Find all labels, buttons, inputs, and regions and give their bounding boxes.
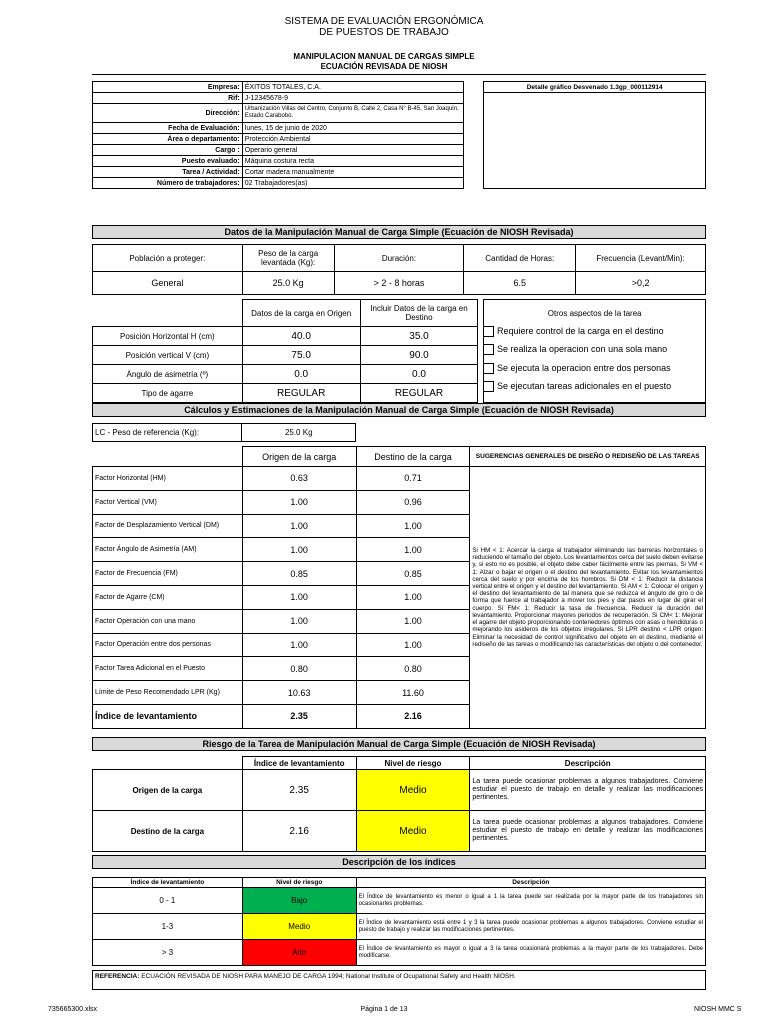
riesgo-descripcion-header: Descripción: [470, 757, 706, 770]
indice-nivel-badge: Alto: [242, 940, 356, 966]
doc-subtitle: [0, 52, 768, 72]
factores-table: [92, 446, 706, 729]
factor-destino-value: 1.00: [356, 514, 470, 538]
riesgo-descripcion: La tarea puede ocasionar problemas a algunos trabajadores. Conviene estudiar el puesto de trabajo en detalle y realizar las modificaciones pertinentes.: [470, 770, 706, 811]
indices-nivel-header: Nivel de riesgo: [242, 878, 356, 888]
indice-rango: 0 - 1: [93, 888, 243, 914]
posicion-origen-value: REGULAR: [242, 384, 360, 403]
info-label: Tarea / Actividad:: [93, 167, 243, 178]
factor-origen-value: 1.00: [242, 514, 356, 538]
indices-table: [92, 877, 706, 966]
subtitle-line-1: MANIPULACION MANUAL DE CARGAS SIMPLE: [293, 52, 475, 61]
info-value: Urbanización Villas del Centro, Conjunto B, Calle 2, Casa N° B-45, San Joaquín, Estado Carabobo.: [242, 104, 464, 123]
factor-label: Factor de Agarre (CM): [93, 585, 243, 609]
lc-label: LC - Peso de referencia (Kg):: [93, 424, 242, 442]
factor-label: Factor Tarea Adicional en el Puesto: [93, 657, 243, 681]
posicion-destino-value: 35.0: [360, 327, 478, 346]
factor-origen-value: 1.00: [242, 609, 356, 633]
indices-rango-header: Índice de levantamiento: [93, 878, 243, 888]
factor-origen-value: 1.00: [242, 490, 356, 514]
factor-destino-value: 1.00: [356, 609, 470, 633]
otros-col-header: Otros aspectos de la tarea: [484, 300, 706, 327]
riesgo-indice-value: 2.35: [242, 770, 356, 811]
indice-origen-value: 2.35: [242, 704, 356, 728]
info-value: lunes, 15 de junio de 2020: [242, 123, 464, 134]
otros-aspecto-label: Se ejecutan tareas adicionales en el puesto: [497, 381, 672, 391]
factor-label: Factor Operación entre dos personas: [93, 633, 243, 657]
footer-right: NIOSH MMC S: [694, 1006, 742, 1013]
riesgo-descripcion: La tarea puede ocasionar problemas a algunos trabajadores. Conviene estudiar el puesto de trabajo en detalle y realizar las modificaciones pertinentes.: [470, 811, 706, 852]
factor-origen-value: 1.00: [242, 633, 356, 657]
indice-descripcion: El Índice de levantamiento es menor o igual a 1 la tarea puede ser realizada por la mayor parte de los trabajadores sin ocasionarles problemas.: [356, 888, 705, 914]
posicion-origen-value: 75.0: [242, 346, 360, 365]
otros-aspecto-item[interactable]: [483, 326, 705, 337]
indice-descripcion: El Índice de levantamiento está entre 1 y 3 la tarea puede ocasionar problemas a algunos trabajadores. Conviene estudiar el puesto de trabajo y realizar las modificaciones pertinentes.: [356, 914, 705, 940]
frecuencia-header: Frecuencia (Levant/Min):: [576, 245, 706, 272]
otros-aspecto-item[interactable]: [483, 363, 705, 374]
factor-destino-value: 1.00: [356, 538, 470, 562]
posicion-origen-value: 40.0: [242, 327, 360, 346]
info-label: Rif:: [93, 93, 243, 104]
frecuencia-value: >0,2: [576, 272, 706, 295]
posicion-destino-value: REGULAR: [360, 384, 478, 403]
info-value: Operario general: [242, 145, 464, 156]
factor-label: Límite de Peso Recomendado LPR (Kg): [93, 681, 243, 705]
duracion-value: > 2 - 8 horas: [334, 272, 464, 295]
riesgo-row-label: Origen de la carga: [93, 770, 243, 811]
info-label: Cargo :: [93, 145, 243, 156]
datos-summary-table: [92, 244, 706, 295]
factor-label: Factor de Frecuencia (FM): [93, 562, 243, 586]
riesgo-indice-header: Índice de levantamiento: [242, 757, 356, 770]
sugerencias-text: Si HM < 1: Acercar la carga al trabajador eliminando las barreras horizontales o reduciendo el tamaño del objeto. Los levantamientos cerca del suelo deben evitarse y, si esto no es posible, el objeto debe caber fácilmente entre las piernas. Si VM < 1: Alzar o bajar el origen o el destino del levantamiento. Evitar los levantamientos cerca del suelo y por encima de los hombros. Si DM < 1: Reducir la distancia vertical entre el origen y el destino del levantamiento. Si AM < 1: Colocar el origen y el destino del levantamiento de tal manera que se reduzca el ángulo de giro o de forma que fuerce al trabajador a mover los pies y dar pasos en lugar de girar el cuerpo. Si FM< 1: Reducir la tasa de frecuencia. Reducir la duración del levantamiento. Proporcionar mayores periodos de recuperación. Si CM< 1: Mejorar el agarre del objeto proporcionando contenedores óptimos con asas o hendiduras o mejorando los asideros de los objetos irregulares. Si LPR destino < LPR origen: Eliminar la necesidad de control significativo del objeto en el destino, mediante el rediseño de las tareas o modificando las características del objeto o del contenedor.: [470, 467, 706, 729]
calc-origen-header: Origen de la carga: [242, 447, 356, 467]
riesgo-row-label: Destino de la carga: [93, 811, 243, 852]
otros-aspecto-label: Requiere control de la carga en el destino: [497, 326, 664, 336]
info-label: Empresa:: [93, 82, 243, 93]
otros-aspecto-item[interactable]: [483, 344, 705, 355]
info-value: ÉXITOS TOTALES, C.A.: [242, 82, 464, 93]
factor-origen-value: 1.00: [242, 538, 356, 562]
posicion-label: Posición vertical V (cm): [93, 346, 243, 365]
riesgo-nivel-badge: Medio: [356, 811, 470, 852]
sugerencias-header: SUGERENCIAS GENERALES DE DISEÑO O REDISEÑO DE LAS TAREAS: [470, 447, 706, 467]
factor-destino-value: 0.71: [356, 467, 470, 491]
info-label: Dirección:: [93, 104, 243, 123]
lc-table: [92, 423, 356, 442]
factor-origen-value: 0.80: [242, 657, 356, 681]
peso-header: Peso de la carga levantada (Kg):: [242, 245, 334, 272]
factor-destino-value: 1.00: [356, 633, 470, 657]
otros-aspecto-label: Se realiza la operacion con una sola mano: [497, 344, 668, 354]
header-divider: [92, 74, 706, 75]
riesgo-nivel-badge: Medio: [356, 770, 470, 811]
info-value: Máquina costura recta: [242, 156, 464, 167]
posicion-label: Tipo de agarre: [93, 384, 243, 403]
factor-label: Factor Ángulo de Asimetría (AM): [93, 538, 243, 562]
calculos-section-title: Cálculos y Estimaciones de la Manipulación Manual de Carga Simple (Ecuación de NIOSH Revisada): [92, 403, 706, 417]
lc-value: 25.0 Kg: [242, 424, 356, 442]
factor-destino-value: 0.96: [356, 490, 470, 514]
poblacion-value: General: [93, 272, 243, 295]
footer-page: Página 1 de 13: [360, 1006, 408, 1013]
factor-origen-value: 1.00: [242, 585, 356, 609]
factor-origen-value: 0.63: [242, 467, 356, 491]
indice-rango: > 3: [93, 940, 243, 966]
factor-label: Factor de Desplazamiento Vertical (DM): [93, 514, 243, 538]
info-value: Protección Ambiental: [242, 134, 464, 145]
factor-label: Factor Vertical (VM): [93, 490, 243, 514]
riesgo-table: [92, 756, 706, 852]
info-value: 02 Trabajadores(as): [242, 178, 464, 189]
posicion-destino-value: 0.0: [360, 365, 478, 384]
otros-aspecto-checkbox[interactable]: [483, 381, 494, 392]
referencia-text: ECUACIÓN REVISADA DE NIOSH PARA MANEJO DE CARGA 1994; National Institute of Ocupational Safety and Health NIOSH.: [139, 973, 516, 980]
origen-col-header: Datos de la carga en Origen: [242, 300, 360, 327]
factor-origen-value: 0.85: [242, 562, 356, 586]
peso-value: 25.0 Kg: [242, 272, 334, 295]
factor-origen-value: 10.63: [242, 681, 356, 705]
destino-col-header: Incluir Datos de la carga en Destino: [360, 300, 478, 327]
datos-section-title: Datos de la Manipulación Manual de Carga Simple (Ecuación de NIOSH Revisada): [92, 225, 706, 239]
indice-nivel-badge: Bajo: [242, 888, 356, 914]
indice-destino-value: 2.16: [356, 704, 470, 728]
info-label: Número de trabajadores:: [93, 178, 243, 189]
indice-nivel-badge: Medio: [242, 914, 356, 940]
riesgo-indice-value: 2.16: [242, 811, 356, 852]
horas-header: Cantidad de Horas:: [464, 245, 576, 272]
subtitle-line-2: ECUACIÓN REVISADA DE NIOSH: [320, 62, 448, 71]
info-value: Cortar madera manualmente: [242, 167, 464, 178]
info-table: [92, 81, 706, 189]
factor-destino-value: 0.85: [356, 562, 470, 586]
otros-aspecto-checkbox[interactable]: [483, 344, 494, 355]
factor-destino-value: 1.00: [356, 585, 470, 609]
otros-aspecto-checkbox[interactable]: [483, 326, 494, 337]
factor-label: Factor Operación con una mano: [93, 609, 243, 633]
indice-label: Índice de levantamiento: [93, 704, 243, 728]
posicion-destino-value: 90.0: [360, 346, 478, 365]
factor-destino-value: 11.60: [356, 681, 470, 705]
title-line-1: SISTEMA DE EVALUACIÓN ERGONÓMICA: [284, 16, 484, 27]
posicion-label: Posición Horizontal H (cm): [93, 327, 243, 346]
riesgo-section-title: Riesgo de la Tarea de Manipulación Manual de Carga Simple (Ecuación de NIOSH Revisada): [92, 737, 706, 751]
referencia-label: REFERENCIA:: [95, 973, 140, 980]
riesgo-nivel-header: Nivel de riesgo: [356, 757, 470, 770]
footer-file: 735665300.xlsx: [48, 1006, 98, 1013]
info-label: Área o departamento:: [93, 134, 243, 145]
posicion-origen-value: 0.0: [242, 365, 360, 384]
detalle-grafico: Detalle gráfico Desvenado 1.3gp_000112914: [484, 82, 706, 93]
poblacion-header: Población a proteger:: [93, 245, 243, 272]
indice-descripcion: El Índice de levantamiento es mayor o igual a 3 la tarea ocasionará problemas a la mayor parte de los trabajadores. Debe modificarse.: [356, 940, 705, 966]
posicion-label: Ángulo de asimetría (º): [93, 365, 243, 384]
indice-rango: 1-3: [93, 914, 243, 940]
info-label: Puesto evaluado:: [93, 156, 243, 167]
doc-title: [0, 16, 768, 38]
otros-aspecto-label: Se ejecuta la operacion entre dos personas: [497, 363, 671, 373]
otros-aspecto-checkbox[interactable]: [483, 363, 494, 374]
title-line-2: DE PUESTOS DE TRABAJO: [319, 27, 449, 38]
calc-destino-header: Destino de la carga: [356, 447, 470, 467]
referencia-box: [92, 970, 706, 990]
indices-section-title: Descripción de los índices: [92, 855, 706, 869]
info-value: J-12345678-9: [242, 93, 464, 104]
duracion-header: Duración:: [334, 245, 464, 272]
horas-value: 6.5: [464, 272, 576, 295]
otros-aspecto-item[interactable]: [483, 381, 705, 392]
factor-label: Factor Horizontal (HM): [93, 467, 243, 491]
info-label: Fecha de Evaluación:: [93, 123, 243, 134]
indices-descripcion-header: Descripción: [356, 878, 705, 888]
factor-destino-value: 0.80: [356, 657, 470, 681]
